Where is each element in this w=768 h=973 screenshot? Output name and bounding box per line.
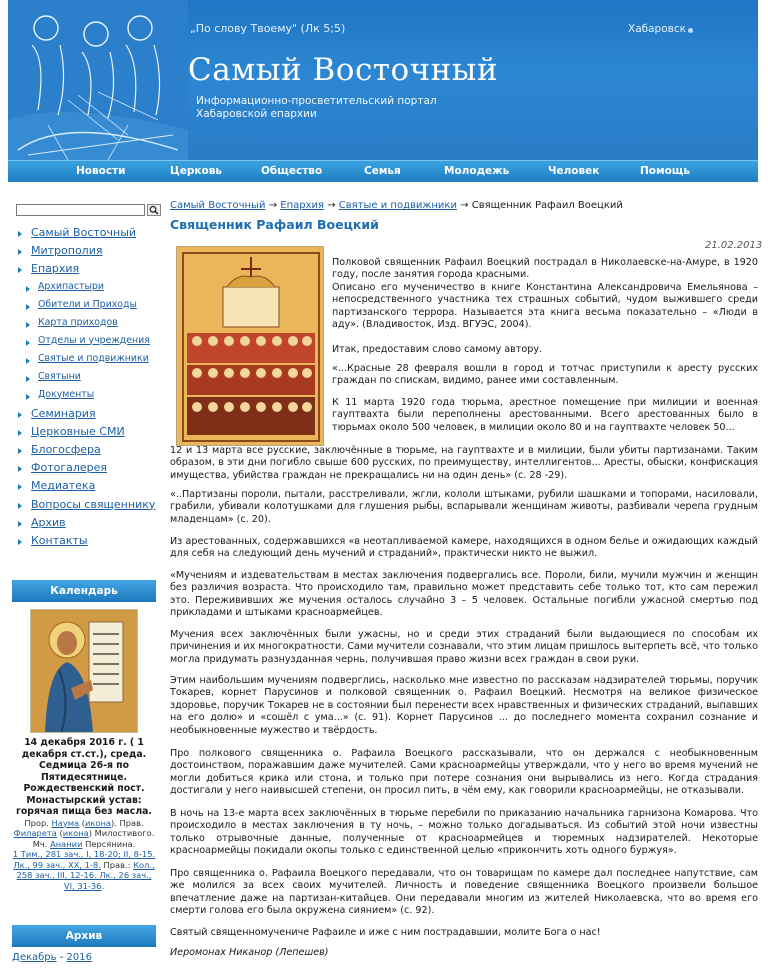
archive-selector — [12, 952, 156, 963]
breadcrumb-link[interactable]: Святые и подвижники — [338, 200, 457, 211]
sidebar-item — [12, 244, 156, 262]
paragraph-text: Полковой священник Рафаил Воецкий пострадал в Николаевске-на-Амуре, в 1920 году, после занятия города красными. — [332, 257, 758, 281]
page-title: Священник Рафаил Воецкий — [170, 217, 379, 232]
article-paragraph — [332, 257, 758, 331]
bullet-icon — [18, 484, 22, 490]
icon-link[interactable]: икона — [84, 817, 111, 828]
saints-text: Прор. — [24, 817, 49, 828]
main-nav — [8, 160, 758, 182]
sidebar-subitem — [12, 299, 156, 317]
bullet-icon — [18, 249, 22, 255]
saint-link[interactable]: Анании — [50, 838, 83, 849]
bullet-icon — [26, 322, 30, 328]
nav-item-news[interactable]: Новости — [76, 165, 126, 177]
bullet-icon — [18, 503, 22, 509]
breadcrumb-link[interactable]: Епархия — [280, 200, 325, 211]
article-paragraph: «...Красные 28 февраля вошли в город и тотчас приступили к аресту русских граждан по спискам, видимо, ранее ими составленным. — [332, 363, 758, 387]
sidebar-link[interactable]: Блогосфера — [31, 442, 101, 456]
archive-separator: - — [59, 952, 64, 963]
sidebar-subitem — [12, 371, 156, 389]
sidebar-sublink[interactable]: Карта приходов — [38, 316, 118, 328]
readings-prefix: Прав.: — [103, 859, 131, 870]
article-paragraph: Про священника о. Рафаила Воецкого передавали, что он товарищам по камере дал последнее напутствие, сам же молился за всех своих мучителей. Личность и поведение священника Воецкого произвели большое впечатление даже на партизан-китайцев. Они передавали многим из жителей Николаевска, что во время его смерти голова его была окружена сиянием» (с. 92). — [170, 868, 758, 917]
subtitle-line-2: Хабаровской епархии — [196, 108, 317, 120]
reading-link[interactable]: Кол., 258 зач., III, 12-16. Лк., 26 зач., VI, 31-36 — [16, 859, 155, 891]
saint-icon-image[interactable] — [30, 609, 138, 733]
sidebar-item — [12, 516, 156, 534]
bullet-icon — [18, 430, 22, 436]
breadcrumb-separator: → — [327, 200, 336, 211]
breadcrumb-current: Священник Рафаил Воецкий — [471, 200, 623, 211]
sidebar-menu — [12, 226, 156, 552]
city-selector[interactable]: Хабаровск — [628, 23, 686, 35]
archive-year-link[interactable]: 2016 — [66, 952, 92, 963]
archive-month-link[interactable]: Декабрь — [12, 952, 57, 963]
sidebar-subitem — [12, 317, 156, 335]
bullet-icon — [26, 358, 30, 364]
sidebar-sublink[interactable]: Святые и подвижники — [38, 352, 149, 364]
sidebar-sublink[interactable]: Обители и Приходы — [38, 298, 137, 310]
sidebar-link[interactable]: Медиатека — [31, 479, 96, 493]
saints-text: Милостивого. Мч. — [32, 828, 155, 849]
icon-link[interactable]: икона — [62, 828, 89, 838]
calendar-fast: Рождественский пост. Монастырский устав: горячая пища без масла. — [16, 783, 152, 817]
nav-item-society[interactable]: Общество — [261, 165, 323, 177]
bullet-icon — [18, 412, 22, 418]
site-subtitle — [196, 95, 496, 121]
article-paragraph: Из арестованных, содержавшихся «в неотапливаемой камере, находящихся в одном белье и ожидающих каждый для себя на следующий день мучений и страданий», практически никто не выжил. — [170, 536, 758, 560]
nav-item-family[interactable]: Семья — [364, 165, 401, 177]
archive-header: Архив — [12, 925, 156, 947]
new-martyrs-icon-illustration — [177, 247, 324, 446]
sidebar-item — [12, 443, 156, 461]
sidebar-item — [12, 498, 156, 516]
nav-item-youth[interactable]: Молодежь — [444, 165, 510, 177]
sidebar-item — [12, 262, 156, 280]
sidebar-subitem — [12, 335, 156, 353]
search-button[interactable] — [147, 204, 161, 216]
main-content — [170, 200, 763, 958]
bullet-icon — [26, 376, 30, 382]
sidebar-item — [12, 461, 156, 479]
article-paragraph: «Мучениям и издевательствам в местах заключения подвергались все. Пороли, били, мучили мужчин и женщин без различия возраста. Что происходило там, правильно может представить себе только тот, кто сам пережил это. Пережививших же мучения осталось случайно 3 – 5 человек. Остальные погибли ужасной смертью под прикладами и штыками красноармейцев. — [170, 570, 758, 619]
saint-icon-illustration — [31, 610, 138, 733]
sidebar-link[interactable]: Архив — [31, 515, 66, 529]
sidebar-item — [12, 425, 156, 443]
article-signature: Иеромонах Никанор (Лепешев) — [170, 947, 329, 958]
search-icon — [148, 205, 160, 215]
bullet-icon — [26, 394, 30, 400]
article-paragraph: «..Партизаны пороли, пытали, расстреливали, жгли, кололи штыками, рубили шашками и топорами, насиловали, грабили, убивали колотушками для глушения рыбы, вспарывали женщинам животы, разбивали черепа грудным младенцам» (с. 20). — [170, 489, 758, 525]
bullet-icon — [18, 539, 22, 545]
saints-text: Персянина. — [85, 838, 136, 849]
nav-item-help[interactable]: Помощь — [640, 165, 691, 177]
site-header — [8, 0, 758, 160]
bullet-icon — [18, 521, 22, 527]
calendar-readings: 1 Тим., 281 зач., I, 18-20; II, 8-15. Лк., 99 зач., XX, 1-8. Прав.: Кол., 258 зач., III, 12-16. Лк., 26 зач., VI, 31-36. — [12, 849, 156, 891]
article-paragraph: К 11 марта 1920 года тюрьма, арестное помещение при милиции и военная гауптвахта были переполнены арестованными. Всего арестованных было в тюрьмах около 500 человек, в милиции около 80 и на гауптвахте человек 50... — [332, 397, 758, 433]
search-input[interactable] — [16, 204, 145, 216]
sidebar — [12, 204, 156, 552]
breadcrumb-separator: → — [268, 200, 278, 211]
breadcrumb — [170, 200, 760, 211]
article-paragraph: Этим наибольшим мучениям подверглись, насколько мне известно по рассказам надзирателей тюрьмы, поручик Токарев, корнет Парусинов и полковой священник о. Рафаил Воецкий. Несмотря на великое физическое здоровье, поручик Токарев не в состоянии был перенести всех нравственных и физических страданий, выпавших на его долю» и «сошёл с ума...» (с. 91). Корнет Парусинов ... до последнего момента сохранил сознание и необыкновенные мужество и твёрдость. — [170, 675, 758, 736]
bullet-icon — [26, 340, 30, 346]
reading-link[interactable]: 1 Тим., 281 зач., I, 18-20; II, 8-15. Лк., 99 зач., XX, 1-8. — [12, 849, 156, 870]
sidebar-sublink[interactable]: Отделы и учреждения — [38, 334, 150, 346]
calendar-panel — [12, 737, 156, 891]
article-paragraph: Итак, предоставим слово самому автору. — [332, 344, 543, 355]
article-paragraph: В ночь на 13-е марта всех заключённых в тюрьме перебили по приказанию начальника гарнизона Комарова. Что происходило в местах заключения в ту ночь, – можно только догадываться. Из событий этой ночи известны только отрывочные данные, полученные от красноармейцев и тюремных надзирателей. Некоторые красноармейцы покидали окопы только с единственной целью «прикончить хоть одного буржуя». — [170, 808, 758, 857]
saint-link[interactable]: Наума — [51, 817, 80, 828]
bullet-icon — [18, 231, 22, 237]
header-quote: „По слову Твоему" (Лк 5;5) — [190, 22, 346, 35]
apostles-fishing-illustration — [8, 0, 188, 160]
sidebar-link[interactable]: Митрополия — [31, 244, 103, 258]
article-image[interactable] — [176, 246, 324, 446]
site-title[interactable]: Самый Восточный — [188, 52, 499, 88]
calendar-date: 14 декабря 2016 г. ( 1 декабря ст.ст.), среда. Седмица 26-я по Пятидесятнице. — [21, 737, 147, 783]
sidebar-sublink[interactable]: Архипастыри — [38, 280, 104, 292]
sidebar-link[interactable]: Вопросы священнику — [31, 497, 156, 511]
sidebar-subitem — [12, 353, 156, 371]
search-row — [12, 204, 156, 218]
city-marker-icon — [688, 28, 693, 33]
sidebar-sublink[interactable]: Документы — [38, 388, 95, 400]
sidebar-link[interactable]: Семинария — [31, 406, 96, 420]
bullet-icon — [26, 286, 30, 292]
subtitle-line-1: Информационно-просветительский портал — [196, 95, 437, 107]
saint-link[interactable]: Филарета — [13, 828, 57, 838]
calendar-saints: Прор. Наума (икона). Прав. Филарета (икона) Милостивого. Мч. Анании Персянина. — [13, 817, 155, 849]
sidebar-link[interactable]: Церковные СМИ — [31, 424, 125, 438]
sidebar-item — [12, 226, 156, 244]
bullet-icon — [18, 267, 22, 273]
article-paragraph: Мучения всех заключённых были ужасны, но и среди этих страданий были выдающиеся по способам их причинения и их многократности. Сами мучители сознавали, что этим лицам пришлось вытерпеть всё, что только могла придумать разнузданная чернь, получившая право жизни всех граждан в свои руки. — [170, 629, 758, 665]
sidebar-link[interactable]: Епархия — [31, 262, 80, 276]
sidebar-link[interactable]: Фотогалерея — [31, 461, 108, 475]
sidebar-item — [12, 479, 156, 497]
sidebar-sublink[interactable]: Святыни — [38, 370, 81, 382]
nav-item-person[interactable]: Человек — [548, 165, 600, 177]
nav-item-church[interactable]: Церковь — [170, 165, 223, 177]
sidebar-link[interactable]: Самый Восточный — [31, 226, 137, 239]
article-date: 21.02.2013 — [705, 240, 763, 251]
article-paragraph: Про полкового священника о. Рафаила Воецкого рассказывали, что он держался с необыкновенным достоинством, поражавшим даже мучителей. Сами красноармейцы утверждали, что у него во время мучений не могли добиться крика или стона, и только при потере сознания они вырывались из него. Когда страдания достигали у него наивысшей степени, он просил пить, в чём ему, как говорили красноармейцы, не отказывали. — [170, 748, 758, 797]
saints-text: Прав. — [119, 817, 144, 828]
bullet-icon — [18, 466, 22, 472]
article-paragraph: Святый священномучениче Рафаиле и иже с ним пострадавшии, молите Бога о нас! — [170, 927, 601, 938]
sidebar-subitem — [12, 389, 156, 407]
paragraph-text: Описано его мученичество в книге Константина Александровича Емельянова – непосредственного участника тех страшных событий, чудом выжившего среди партизанского террора. Называется эта книга весьма показательно – «Люди в аду». (Владивосток, Изд. ВГУЭС, 2004). — [332, 281, 758, 331]
sidebar-link[interactable]: Контакты — [31, 533, 88, 547]
sidebar-item — [12, 407, 156, 425]
sidebar-subitem — [12, 281, 156, 299]
bullet-icon — [18, 448, 22, 454]
breadcrumb-link[interactable]: Самый Восточный — [170, 200, 266, 211]
sidebar-item — [12, 534, 156, 552]
bullet-icon — [26, 304, 30, 310]
breadcrumb-separator: → — [460, 200, 469, 211]
article-paragraph: 12 и 13 марта все русские, заключённые в тюрьме, на гауптвахте и в милиции, были убиты партизанами. Таким образом, в эти дни погибло свыше 600 русских, по преимуществу, интеллигентов... Аресты, обыски, конфискация имущества, убийства граждан не прекращались ни на один день» (с. 28 -29). — [170, 445, 758, 481]
calendar-header: Календарь — [12, 580, 156, 602]
